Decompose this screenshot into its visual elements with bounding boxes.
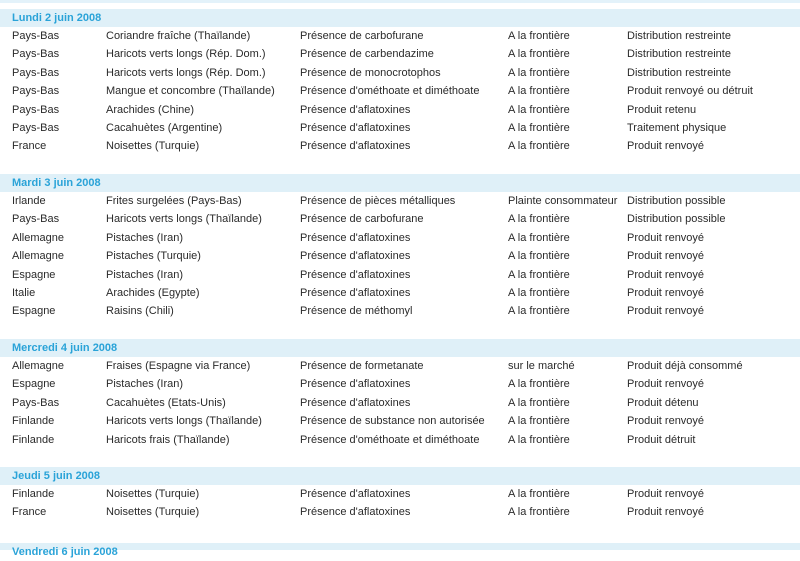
measure-cell: Produit détenu — [627, 396, 699, 409]
day-header: Mercredi 4 juin 2008 — [0, 339, 800, 357]
day-header: Lundi 2 juin 2008 — [0, 9, 800, 27]
measure-cell: Distribution restreinte — [627, 30, 731, 42]
hazard-cell: Présence d'aflatoxines — [300, 268, 411, 281]
control-cell: A la frontière — [508, 396, 570, 409]
table-row — [0, 27, 800, 45]
control-cell: A la frontière — [508, 85, 570, 98]
country-cell: France — [12, 140, 47, 153]
product-cell: Arachides (Egypte) — [106, 286, 200, 299]
table-row — [0, 375, 800, 393]
control-cell: Plainte consommateur — [508, 195, 618, 207]
product-cell: Noisettes (Turquie) — [106, 488, 200, 500]
table-row — [0, 229, 800, 247]
measure-cell: Produit renvoyé — [627, 286, 705, 299]
hazard-cell: Présence d'ométhoate et diméthoate — [300, 433, 480, 446]
country-cell: Espagne — [12, 378, 56, 391]
country-cell: Pays-Bas — [12, 396, 60, 409]
table-row — [0, 192, 800, 210]
hazard-cell: Présence de carbofurane — [300, 30, 424, 42]
country-cell: Finlande — [12, 415, 55, 428]
control-cell: A la frontière — [508, 231, 570, 244]
country-cell: Pays-Bas — [12, 103, 60, 116]
country-cell: Espagne — [12, 268, 56, 281]
product-cell: Pistaches (Iran) — [106, 268, 184, 281]
measure-cell: Produit renvoyé — [627, 250, 705, 263]
table-row — [0, 284, 800, 302]
country-cell: Finlande — [12, 433, 55, 446]
country-cell: Pays-Bas — [12, 121, 60, 134]
hazard-cell: Présence d'aflatoxines — [300, 488, 411, 500]
measure-cell: Produit renvoyé — [627, 140, 705, 153]
day-header: Mardi 3 juin 2008 — [0, 174, 800, 192]
product-cell: Mangue et concombre (Thaïlande) — [106, 85, 275, 98]
day-section — [0, 339, 800, 449]
control-cell: A la frontière — [508, 378, 570, 391]
control-cell: sur le marché — [508, 360, 575, 372]
table-row — [0, 210, 800, 228]
country-cell: France — [12, 506, 47, 519]
hazard-cell: Présence d'aflatoxines — [300, 396, 411, 409]
next-day-title: Vendredi 6 juin 2008 — [12, 546, 118, 558]
country-cell: Pays-Bas — [12, 66, 60, 79]
table-row — [0, 137, 800, 155]
control-cell: A la frontière — [508, 66, 570, 79]
measure-cell: Traitement physique — [627, 121, 727, 134]
product-cell: Pistaches (Turquie) — [106, 250, 201, 263]
day-section — [0, 174, 800, 321]
product-cell: Haricots verts longs (Thaïlande) — [106, 213, 262, 226]
measure-cell: Produit renvoyé — [627, 231, 705, 244]
measure-cell: Produit renvoyé — [627, 268, 705, 281]
hazard-cell: Présence d'aflatoxines — [300, 103, 411, 116]
table-row — [0, 247, 800, 265]
table-row — [0, 82, 800, 100]
product-cell: Haricots verts longs (Rép. Dom.) — [106, 66, 266, 79]
control-cell: A la frontière — [508, 268, 570, 281]
product-cell: Cacahuètes (Argentine) — [106, 121, 223, 134]
product-cell: Cacahuètes (Etats-Unis) — [106, 396, 226, 409]
measure-cell: Distribution possible — [627, 195, 726, 207]
hazard-cell: Présence de monocrotophos — [300, 66, 441, 79]
country-cell: Allemagne — [12, 250, 64, 263]
country-cell: Pays-Bas — [12, 213, 60, 226]
country-cell: Italie — [12, 286, 36, 299]
table-row — [0, 503, 800, 521]
hazard-cell: Présence de substance non autorisée — [300, 415, 485, 428]
measure-cell: Produit déjà consommé — [627, 360, 743, 372]
top-rule — [0, 0, 800, 3]
product-cell: Coriandre fraîche (Thaïlande) — [106, 30, 251, 42]
control-cell: A la frontière — [508, 488, 570, 500]
control-cell: A la frontière — [508, 250, 570, 263]
product-cell: Noisettes (Turquie) — [106, 506, 200, 519]
control-cell: A la frontière — [508, 121, 570, 134]
hazard-cell: Présence de formetanate — [300, 360, 424, 372]
country-cell: Pays-Bas — [12, 85, 60, 98]
day-section — [0, 467, 800, 522]
hazard-cell: Présence d'aflatoxines — [300, 121, 411, 134]
measure-cell: Produit renvoyé ou détruit — [627, 85, 753, 98]
country-cell: Allemagne — [12, 231, 64, 244]
product-cell: Fraises (Espagne via France) — [106, 360, 251, 372]
measure-cell: Produit renvoyé — [627, 378, 705, 391]
country-cell: Allemagne — [12, 360, 64, 372]
next-day-header — [0, 543, 800, 558]
control-cell: A la frontière — [508, 48, 570, 61]
control-cell: A la frontière — [508, 103, 570, 116]
product-cell: Haricots frais (Thaïlande) — [106, 433, 230, 446]
product-cell: Pistaches (Iran) — [106, 378, 184, 391]
control-cell: A la frontière — [508, 30, 570, 42]
product-cell: Arachides (Chine) — [106, 103, 195, 116]
country-cell: Pays-Bas — [12, 30, 60, 42]
hazard-cell: Présence d'aflatoxines — [300, 231, 411, 244]
product-cell: Noisettes (Turquie) — [106, 140, 200, 153]
control-cell: A la frontière — [508, 286, 570, 299]
table-row — [0, 302, 800, 320]
hazard-cell: Présence de pièces métalliques — [300, 195, 456, 207]
country-cell: Espagne — [12, 305, 56, 318]
hazard-cell: Présence d'aflatoxines — [300, 378, 411, 391]
hazard-cell: Présence de carbendazime — [300, 48, 434, 61]
measure-cell: Produit détruit — [627, 433, 696, 446]
product-cell: Haricots verts longs (Thaïlande) — [106, 415, 262, 428]
hazard-cell: Présence d'aflatoxines — [300, 506, 411, 519]
table-row — [0, 64, 800, 82]
measure-cell: Produit renvoyé — [627, 506, 705, 519]
hazard-cell: Présence d'ométhoate et diméthoate — [300, 85, 480, 98]
measure-cell: Distribution possible — [627, 213, 726, 226]
measure-cell: Distribution restreinte — [627, 66, 731, 79]
hazard-cell: Présence d'aflatoxines — [300, 286, 411, 299]
product-cell: Frites surgelées (Pays-Bas) — [106, 195, 242, 207]
table-row — [0, 412, 800, 430]
table-row — [0, 357, 800, 375]
day-header: Jeudi 5 juin 2008 — [0, 467, 800, 485]
hazard-cell: Présence d'aflatoxines — [300, 140, 411, 153]
measure-cell: Produit renvoyé — [627, 488, 705, 500]
measure-cell: Distribution restreinte — [627, 48, 731, 61]
table-row — [0, 266, 800, 284]
table-row — [0, 101, 800, 119]
table-row — [0, 119, 800, 137]
control-cell: A la frontière — [508, 213, 570, 226]
product-cell: Haricots verts longs (Rép. Dom.) — [106, 48, 266, 61]
product-cell: Pistaches (Iran) — [106, 231, 184, 244]
measure-cell: Produit renvoyé — [627, 415, 705, 428]
control-cell: A la frontière — [508, 506, 570, 519]
control-cell: A la frontière — [508, 433, 570, 446]
country-cell: Finlande — [12, 488, 55, 500]
country-cell: Pays-Bas — [12, 48, 60, 61]
hazard-cell: Présence de méthomyl — [300, 305, 413, 318]
country-cell: Irlande — [12, 195, 46, 207]
day-section — [0, 9, 800, 156]
measure-cell: Produit renvoyé — [627, 305, 705, 318]
control-cell: A la frontière — [508, 415, 570, 428]
control-cell: A la frontière — [508, 140, 570, 153]
control-cell: A la frontière — [508, 305, 570, 318]
hazard-cell: Présence de carbofurane — [300, 213, 424, 226]
table-row — [0, 394, 800, 412]
product-cell: Raisins (Chili) — [106, 305, 174, 318]
table-row — [0, 485, 800, 503]
table-row — [0, 45, 800, 63]
measure-cell: Produit retenu — [627, 103, 697, 116]
hazard-cell: Présence d'aflatoxines — [300, 250, 411, 263]
table-row — [0, 431, 800, 449]
